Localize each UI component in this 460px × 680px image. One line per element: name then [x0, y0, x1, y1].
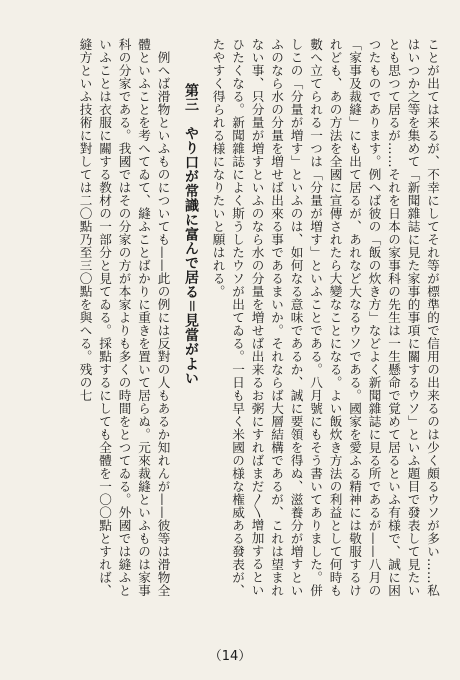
body-paragraph: 例へば滑物といふものについても——此の例には反對の人もあるか知れんが——彼等は滑物全體といふことを考へてゐて、縫ふことばかりに重きを置いて居らぬ。元來裁縫といふものは家事科の分家である。我國ではその分家の方が本家よりも多くの時間をとつてゐる。外國では縫ふといふことは衣服に關する教材の一部分と見てゐる。採點するにしても全體を一〇〇點とすれば、縫方といふ技術に對しては二〇點乃至三〇點を與へる。残の七: [77, 38, 171, 597]
page-number: （14）: [208, 649, 252, 664]
body-paragraph: ことが出ては来るが、不幸にしてそれ等が標準的で信用の出来るのは少く頗るウソが多い……私はいつか之等を集めて「新聞雜誌に見た家事的事項に關するウソ」といふ題目で發表して見たいとも思つて居るが……それを日本の家事科の先生は一生懸命で覚めて居るといふ有様で、誠に困つたものであります。例へば彼の「飯の炊き方」などよく新聞雜誌に見る所であるが——八月の「家事及裁縫」にも出て居るが、あれなど大なるウソである。國家を愛ふる精神には敬服するけれども、あの方法を全國に宣傳されたら大變なことになる。よい飯炊き方法の利益として何時も數へ立てられる一つは「分量が増す」といふことである。八月號にもそう書いてありました。併しこの「分量が増す」といふのは、如何なる意味であるか、誠に要領を得ぬ、滋養分が増すといふのなら水の分量を増せば出來る事であるまいか。それならば大層結構であるが、これは望まれない事、只分量が増すといふのなら水の分量を増せば出来るお粥にすればまだ〳〵增加するといひたくなる。新聞雜誌によく斯うしたウソが出てゐる。一日も早く米國の様な権威ある發表が、たやすく得られる様になりたいと願はれる。: [210, 38, 440, 597]
vertical-text-block: [14, 38, 442, 603]
section-heading: 第三 やり口が常識に富んで居る＝見當がよい: [183, 82, 199, 386]
